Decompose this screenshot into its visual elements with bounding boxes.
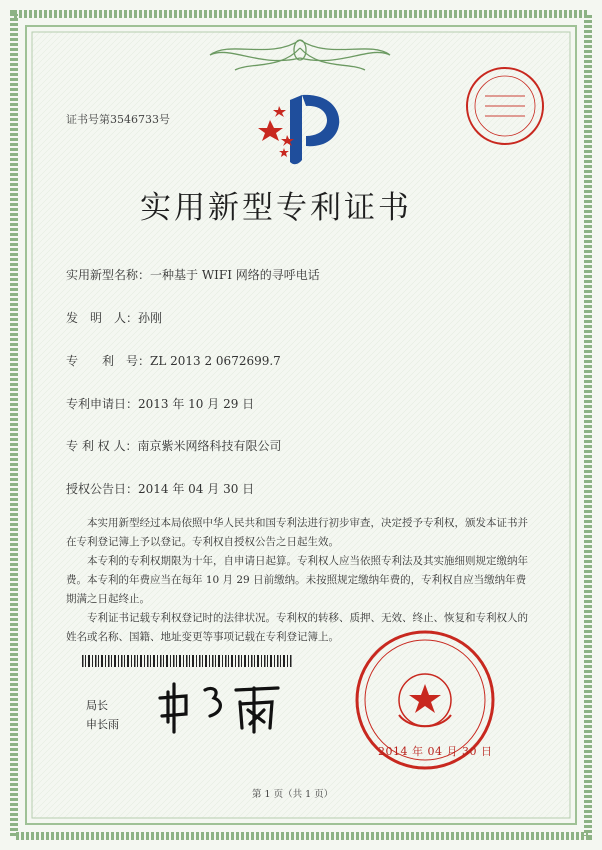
inventor: 发 明 人：孙刚: [66, 311, 163, 325]
certificate-body: [66, 514, 536, 647]
grant-date: 授权公告日：2014 年 04 月 30 日: [66, 482, 255, 496]
signature-name: 申长雨: [86, 718, 119, 731]
body-paragraph: 本专利的专利权期限为十年，自申请日起算。专利权人应当依照专利法及其实施细则规定缴纳年费。本专利的年费应当在每年 10 月 29 日前缴纳。未按照规定缴纳年费的，专利权自应当缴纳年费期满之日起终止。: [66, 555, 528, 605]
body-paragraph: 专利证书记载专利权登记时的法律状况。专利权的转移、质押、无效、终止、恢复和专利权人的姓名或名称、国籍、地址变更等事项记载在专利登记簿上。: [66, 612, 528, 643]
patent-owner: 专 利 权 人：南京紫米网络科技有限公司: [66, 439, 282, 453]
utility-model-name: 实用新型名称：一种基于 WIFI 网络的寻呼电话: [66, 268, 320, 282]
certificate-number: 证书号第3546733号: [66, 113, 170, 126]
barcode: [82, 655, 292, 667]
patent-number: 专 利 号：ZL 2013 2 0672699.7: [66, 354, 281, 368]
signature-title: 局长: [86, 699, 108, 712]
certificate-title: 实用新型专利证书: [140, 190, 412, 226]
seal-date: 2014 年 04 月 30 日: [378, 745, 493, 758]
page-footer: 第 1 页（共 1 页）: [252, 789, 334, 800]
filing-date: 专利申请日：2013 年 10 月 29 日: [66, 397, 255, 411]
body-paragraph: 本实用新型经过本局依照中华人民共和国专利法进行初步审查，决定授予专利权，颁发本证书并在专利登记簿上予以登记。专利权自授权公告之日起生效。: [66, 517, 528, 548]
